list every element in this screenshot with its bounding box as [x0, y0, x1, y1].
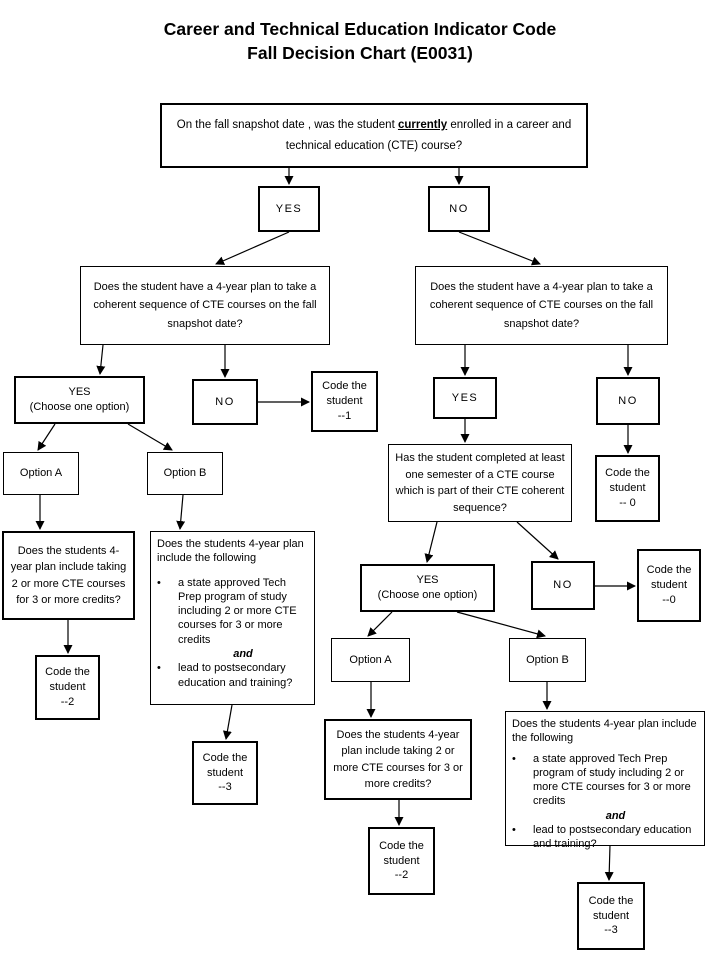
yes-choose-right-line1: YES — [416, 574, 439, 587]
techprep-right-and: and — [605, 809, 626, 822]
bullet-icon: • — [512, 824, 516, 837]
node-root-question — [160, 103, 588, 168]
techprep-left-bullet2: lead to postsecondary education and training? — [178, 662, 293, 689]
code-3r-line3: --3 — [604, 924, 618, 937]
root-text-after: enrolled in a career and technical education (CTE) course? — [285, 118, 572, 152]
chart-title — [0, 18, 720, 65]
node-code-0-b — [637, 549, 701, 622]
node-yes-choose-right — [360, 564, 495, 612]
node-plan-question-left: Does the student have a 4-year plan to take a coherent sequence of CTE courses on the fall snapshot date? — [80, 266, 330, 345]
code-3l-line1: Code the — [202, 751, 248, 764]
node-code-2-right — [368, 827, 435, 895]
techprep-right-bullet1: a state approved Tech Prep program of study including 2 or more CTE courses for 3 or more credits — [533, 752, 691, 808]
code-3r-line1: Code the — [588, 894, 634, 907]
node-option-b-right: Option B — [509, 638, 586, 682]
code-2l-line3: --2 — [60, 695, 75, 708]
bullet-icon: • — [157, 576, 161, 589]
code-0b-line2: student — [650, 579, 688, 592]
node-credits-question-left: Does the students 4- year plan include taking 2 or more CTE courses for 3 or more credits? — [2, 531, 135, 620]
code-0a-line2: student — [609, 482, 646, 495]
code-0b-line1: Code the — [646, 564, 692, 577]
code-2l-line1: Code the — [45, 666, 90, 679]
node-option-b-left: Option B — [147, 452, 223, 495]
root-text-before: On the fall snapshot date , was the student — [176, 118, 398, 131]
node-no-plan-left: NO — [192, 379, 258, 425]
chart-title-line1: Career and Technical Education Indicator Code — [163, 19, 557, 39]
node-yes-enrolled: YES — [258, 186, 320, 232]
node-code-1 — [311, 371, 378, 432]
node-option-a-right: Option A — [331, 638, 410, 682]
code-2r-line3: --2 — [394, 869, 409, 882]
techprep-right-intro: Does the students 4-year plan include the following — [512, 718, 697, 745]
code-3l-line3: --3 — [218, 781, 232, 794]
code-0b-line3: --0 — [662, 593, 676, 606]
node-option-a-left: Option A — [3, 452, 79, 495]
bullet-icon: • — [512, 752, 516, 765]
yes-choose-left-line2: (Choose one option) — [29, 401, 130, 413]
code-3r-line2: student — [592, 909, 630, 922]
code-0a-line1: Code the — [605, 467, 650, 480]
code-1-line2: student — [326, 395, 363, 408]
node-yes-choose-left — [14, 376, 145, 424]
node-yes-plan-right: YES — [433, 377, 497, 419]
code-3l-line2: student — [206, 766, 244, 779]
node-plan-question-right: Does the student have a 4-year plan to take a coherent sequence of CTE courses on the fall snapshot date? — [415, 266, 668, 345]
root-text-emphasis: currently — [397, 118, 448, 131]
node-code-0-a — [595, 455, 660, 522]
yes-choose-left-line1: YES — [68, 386, 91, 399]
node-techprep-question-right — [505, 711, 705, 851]
node-code-3-left — [192, 741, 258, 805]
techprep-right-bullet2: lead to postsecondary education and training? — [533, 824, 692, 851]
node-no-plan-right: NO — [596, 377, 660, 425]
node-credits-question-right: Does the students 4-year plan include taking 2 or more CTE courses for 3 or more credits? — [324, 719, 472, 800]
chart-title-line2: Fall Decision Chart (E0031) — [247, 42, 473, 63]
node-code-2-left — [35, 655, 100, 720]
node-techprep-question-left — [150, 531, 315, 705]
node-semester-question: Has the student completed at least one semester of a CTE course which is part of their CTE coherent sequence? — [388, 444, 572, 522]
code-1-line3: --1 — [337, 409, 352, 422]
node-code-3-right — [577, 882, 645, 950]
code-2l-line2: student — [49, 681, 86, 694]
code-2r-line1: Code the — [379, 839, 424, 852]
techprep-left-and: and — [233, 648, 253, 661]
node-no-semester: NO — [531, 561, 595, 610]
node-no-enrolled: NO — [428, 186, 490, 232]
bullet-icon: • — [157, 662, 161, 675]
code-0a-line3: -- 0 — [619, 496, 636, 509]
code-2r-line2: student — [383, 854, 420, 867]
techprep-left-intro: Does the students 4-year plan include the following — [157, 538, 304, 565]
code-1-line1: Code the — [322, 380, 367, 393]
techprep-left-bullet1: a state approved Tech Prep program of study including 2 or more CTE courses for 3 or more credits — [178, 576, 297, 646]
yes-choose-right-line2: (Choose one option) — [377, 589, 478, 601]
